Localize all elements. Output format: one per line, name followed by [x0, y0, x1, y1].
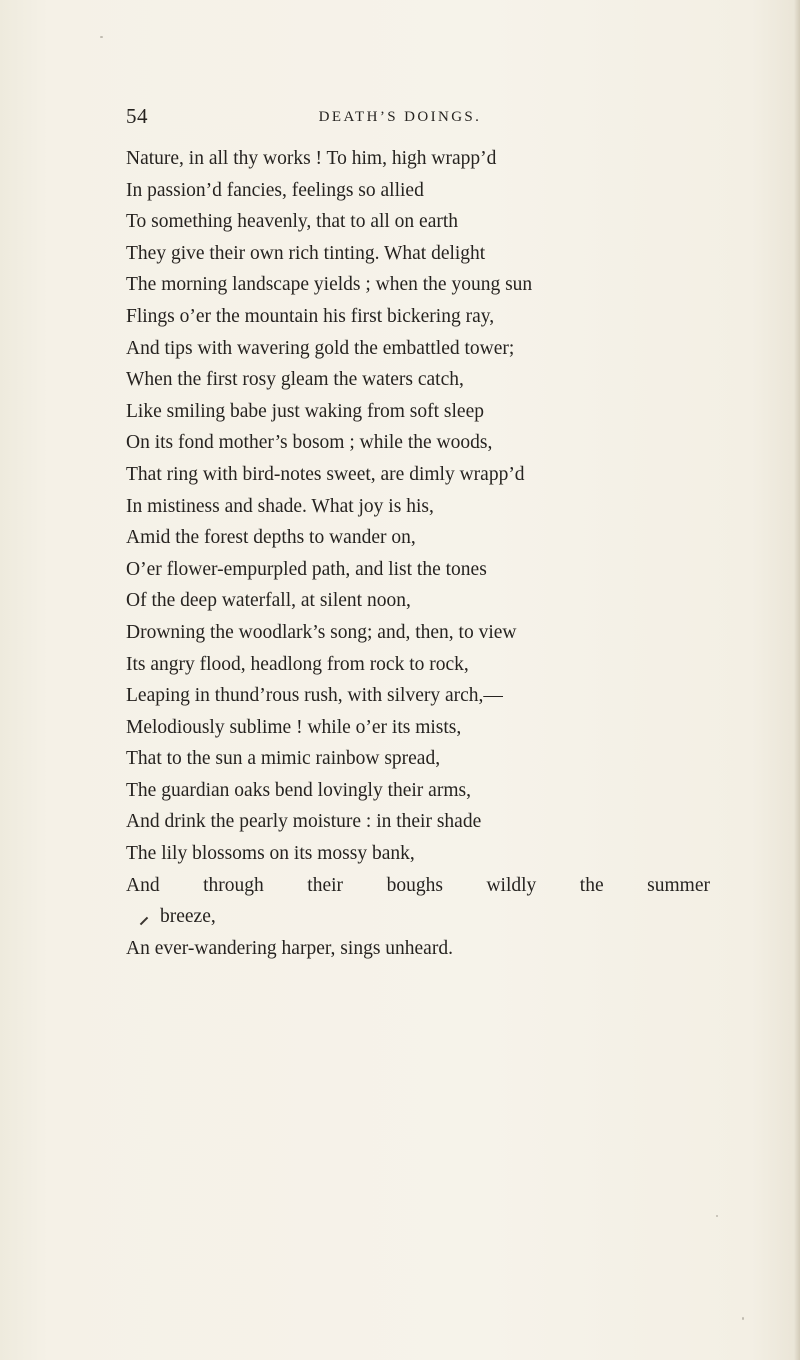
poem-line: The guardian oaks bend lovingly their arms, [126, 779, 471, 801]
poem-line: That to the sun a mimic rainbow spread, [126, 748, 441, 770]
turnover-mark [140, 917, 148, 925]
paper-speck [742, 1317, 744, 1320]
running-head [0, 104, 800, 134]
paper-speck [100, 36, 103, 38]
page-number: 54 [126, 104, 148, 128]
poem-line: Leaping in thund’rous rush, with silvery arch,— [126, 685, 503, 707]
paper-speck [716, 1215, 718, 1217]
poem-line: When the first rosy gleam the waters catch, [126, 369, 464, 391]
poem-text [126, 143, 766, 964]
poem-line: The morning landscape yields ; when the young sun [126, 274, 533, 296]
poem-line: Its angry flood, headlong from rock to rock, [126, 653, 469, 675]
poem-line: Of the deep waterfall, at silent noon, [126, 590, 411, 612]
poem-line: Flings o’er the mountain his first bickering ray, [126, 305, 495, 327]
poem-line: Like smiling babe just waking from soft sleep [126, 400, 484, 422]
poem-line: In passion’d fancies, feelings so allied [126, 179, 424, 201]
page-edge-shadow [794, 0, 800, 1360]
poem-line: And through their boughs wildly the summer [126, 874, 710, 896]
poem-line: That ring with bird-notes sweet, are dimly wrapp’d [126, 463, 525, 485]
poem-line: An ever-wandering harper, sings unheard. [126, 937, 453, 959]
poem-line: Drowning the woodlark’s song; and, then, to view [126, 621, 517, 643]
poem-line: To something heavenly, that to all on earth [126, 211, 459, 233]
poem-line: Nature, in all thy works ! To him, high wrapp’d [126, 148, 497, 169]
poem-line: And tips with wavering gold the embattled tower; [126, 337, 515, 359]
poem-line: They give their own rich tinting. What delight [126, 242, 486, 264]
poem-line: On its fond mother’s bosom ; while the woods, [126, 432, 493, 454]
poem-line-turnover-text: breeze, [160, 906, 216, 928]
running-title: DEATH’S DOINGS. [318, 109, 482, 125]
poem-line-turnover [126, 901, 766, 933]
poem-line: In mistiness and shade. What joy is his, [126, 495, 434, 517]
poem-line: Amid the forest depths to wander on, [126, 527, 416, 549]
poem-line: Melodiously sublime ! while o’er its mists, [126, 716, 462, 738]
poem-line: O’er flower-empurpled path, and list the tones [126, 558, 487, 580]
poem-line: And drink the pearly moisture : in their shade [126, 811, 482, 833]
poem-line: The lily blossoms on its mossy bank, [126, 843, 415, 865]
